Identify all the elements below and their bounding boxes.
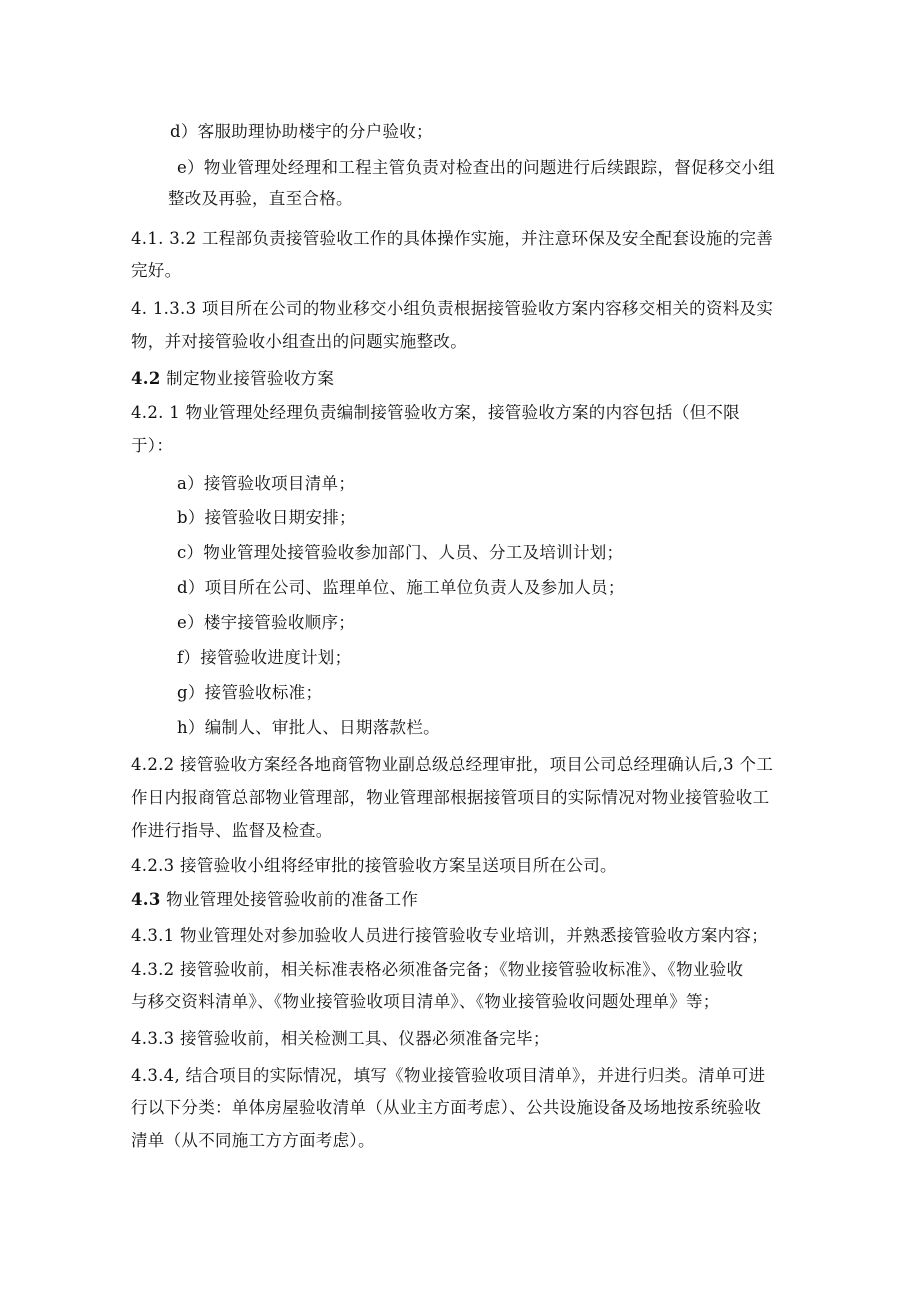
list-item-d2: d）项目所在公司、监理单位、施工单位负责人及参加人员；	[177, 578, 625, 597]
list-item-e-cont: 整改及再验，直至合格。	[168, 189, 353, 208]
paragraph-4-3-1: 4.3.1 物业管理处对参加验收人员进行接管验收专业培训，并熟悉接管验收方案内容；	[131, 926, 769, 945]
paragraph-4-2-1-cont: 于）：	[131, 436, 174, 455]
paragraph-4-1-3-2-cont: 完好。	[131, 261, 182, 280]
paragraph-4-3-4: 4.3.4, 结合项目的实际情况，填写《物业接管验收项目清单》，并进行归类。清单可进	[131, 1066, 766, 1085]
list-item-d: d）客服助理协助楼宇的分户验收；	[170, 122, 433, 141]
paragraph-4-3-2-cont: 与移交资料清单》、《物业接管验收项目清单》、《物业接管验收问题处理单》等；	[131, 992, 720, 1011]
list-item-e: e）物业管理处经理和工程主管负责对检查出的问题进行后续跟踪，督促移交小组	[177, 158, 776, 177]
paragraph-4-2-1: 4.2. 1 物业管理处经理负责编制接管验收方案，接管验收方案的内容包括（但不限	[131, 403, 740, 422]
paragraph-4-3-4-cont2: 清单（从不同施工方方面考虑）。	[131, 1131, 375, 1150]
list-item-g: g）接管验收标准；	[177, 683, 323, 702]
paragraph-4-1-3-2: 4.1. 3.2 工程部负责接管验收工作的具体操作实施，并注意环保及安全配套设施的完善	[131, 229, 774, 248]
list-item-f: f）接管验收进度计划；	[177, 648, 352, 667]
section-number: 4.3	[131, 890, 161, 909]
list-item-c: c）物业管理处接管验收参加部门、人员、分工及培训计划；	[177, 543, 624, 562]
paragraph-4-2-2: 4.2.2 接管验收方案经各地商管物业副总级总经理审批，项目公司总经理确认后,3 个工	[131, 755, 774, 774]
list-item-h: h）编制人、审批人、日期落款栏。	[177, 718, 440, 737]
list-item-b: b）接管验收日期安排；	[177, 508, 356, 527]
list-item-e2: e）楼宇接管验收顺序；	[177, 613, 356, 632]
list-item-a: a）接管验收项目清单；	[177, 474, 356, 493]
paragraph-4-1-3-3: 4. 1.3.3 项目所在公司的物业移交小组负责根据接管验收方案内容移交相关的资料及实	[131, 299, 774, 318]
paragraph-4-2-2-cont1: 作日内报商管总部物业管理部，物业管理部根据接管项目的实际情况对物业接管验收工	[131, 788, 770, 807]
section-title: 物业管理处接管验收前的准备工作	[166, 890, 419, 909]
section-heading-4-3	[131, 889, 418, 911]
paragraph-4-2-3: 4.2.3 接管验收小组将经审批的接管验收方案呈送项目所在公司。	[131, 856, 617, 875]
paragraph-4-3-4-cont1: 行以下分类：单体房屋验收清单（从业主方面考虑）、公共设施设备及场地按系统验收	[131, 1098, 762, 1117]
paragraph-4-3-2: 4.3.2 接管验收前，相关标准表格必须准备完备；《物业接管验收标准》、《物业验收	[131, 960, 744, 979]
paragraph-4-2-2-cont2: 作进行指导、监督及检查。	[131, 821, 333, 840]
section-title: 制定物业接管验收方案	[166, 369, 335, 388]
paragraph-4-3-3: 4.3.3 接管验收前，相关检测工具、仪器必须准备完毕；	[131, 1029, 550, 1048]
section-number: 4.2	[131, 369, 161, 388]
section-heading-4-2	[131, 368, 334, 390]
paragraph-4-1-3-3-cont: 物，并对接管验收小组查出的问题实施整改。	[131, 332, 467, 351]
